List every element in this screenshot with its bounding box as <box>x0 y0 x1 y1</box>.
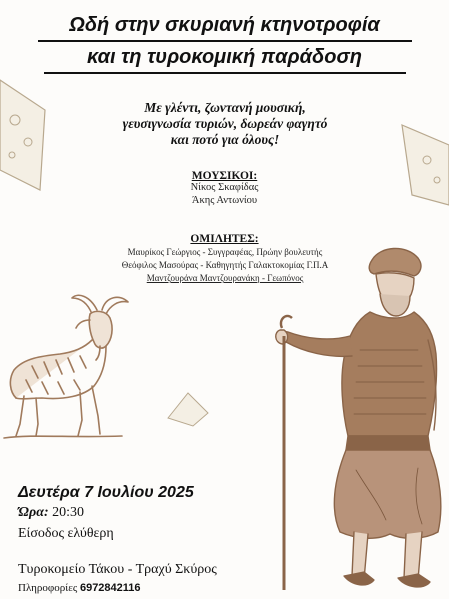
musician-name: Άκης Αντωνίου <box>191 195 258 206</box>
speaker-name: Μαυρίκος Γεώργιος - Συγγραφέας, Πρώην βουλευτής <box>127 247 323 257</box>
goat-illustration <box>2 288 142 448</box>
poster-title-line2: και τη τυροκομική παράδοση <box>87 46 362 68</box>
event-venue: Τυροκομείο Τάκου - Τραχύ Σκύρος <box>18 562 217 577</box>
intro-line: γευσιγνωσία τυριών, δωρεάν φαγητό <box>122 116 328 131</box>
time-value: 20:30 <box>52 505 85 520</box>
entry-note: Είσοδος ελύθερη <box>18 526 114 541</box>
info-phone[interactable]: 6972842116 <box>79 582 141 594</box>
time-label: Ώρα: <box>18 505 49 520</box>
event-date: Δευτέρα 7 Ιουλίου 2025 <box>18 484 194 501</box>
shepherd-illustration <box>268 240 449 599</box>
musician-name: Νίκος Σκαφίδας <box>190 182 259 193</box>
speaker-name: Μαντζουράνα Μαντζουρανάκη - Γεωπόνος <box>146 273 304 283</box>
intro-line: και ποτό για όλους! <box>170 132 280 147</box>
intro-line: Με γλέντι, ζωντανή μουσική, <box>144 100 306 115</box>
info-label: Πληροφορίες <box>18 582 78 594</box>
cheese-wedge-icon <box>163 388 213 428</box>
event-time <box>18 505 84 521</box>
speakers-heading: ΟΜΙΛΗΤΕΣ: <box>190 233 259 245</box>
title-underline <box>44 72 406 74</box>
poster-title-line1: Ωδή στην σκυριανή κτηνοτροφία <box>69 14 380 36</box>
info-contact <box>18 582 141 594</box>
title-underline <box>38 40 412 42</box>
musicians-heading: ΜΟΥΣΙΚΟΙ: <box>191 170 258 182</box>
speaker-name: Θεόφιλος Μασούρας - Καθηγητής Γαλακτοκομίας Γ.Π.Α <box>121 260 329 270</box>
